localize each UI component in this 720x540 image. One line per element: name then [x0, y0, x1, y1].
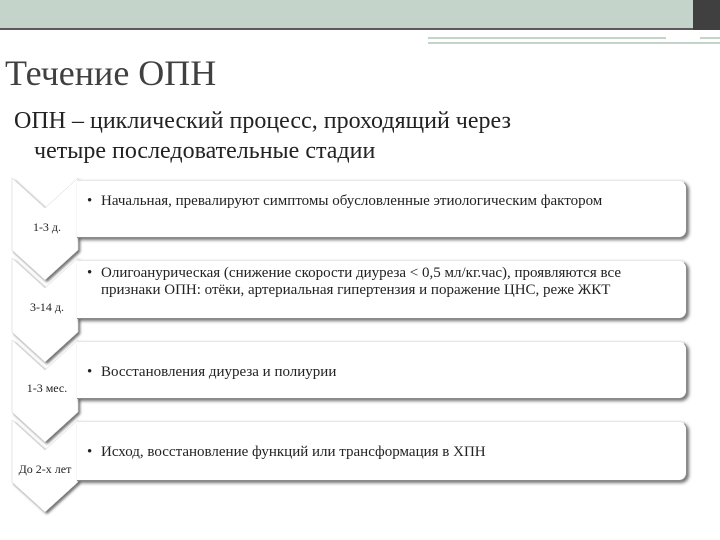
stage-duration-label: 1-3 мес. — [26, 381, 68, 395]
stage-box — [77, 260, 687, 319]
stage-box — [77, 421, 687, 481]
stage-duration-label: До 2-х лет — [18, 462, 72, 476]
stage-description-text: Исход, восстановление функций или трансформация в ХПН — [101, 444, 486, 460]
stage-description — [87, 444, 668, 461]
stage-duration-label: 1-3 д. — [32, 220, 62, 234]
bullet-icon: • — [87, 444, 93, 460]
bullet-icon: • — [87, 193, 93, 209]
stage-description-text: Начальная, превалируют симптомы обусловленные этиологическим фактором — [101, 193, 603, 209]
slide-title: Течение ОПН — [5, 53, 217, 93]
stage-description-text: Восстановления диуреза и полиурии — [101, 364, 337, 380]
subtitle-line: четыре последовательные стадии — [34, 138, 376, 164]
stage-box — [77, 180, 687, 238]
subtitle-line: ОПН – циклический процесс, проходящий через — [14, 108, 511, 134]
bullet-icon: • — [87, 265, 93, 281]
stage-description — [87, 364, 668, 381]
stage-description-text: Олигоанурическая (снижение скорости диуреза < 0,5 мл/кг.час), проявляются все признаки ОПН: отёки, артериальная гипертензия и поражение ЦНС, реже ЖКТ — [101, 265, 621, 298]
stage-description — [87, 193, 668, 210]
stage-description — [87, 265, 668, 299]
stage-duration-label: 3-14 д. — [29, 300, 65, 314]
bullet-icon: • — [87, 364, 93, 380]
stage-box — [77, 341, 687, 399]
